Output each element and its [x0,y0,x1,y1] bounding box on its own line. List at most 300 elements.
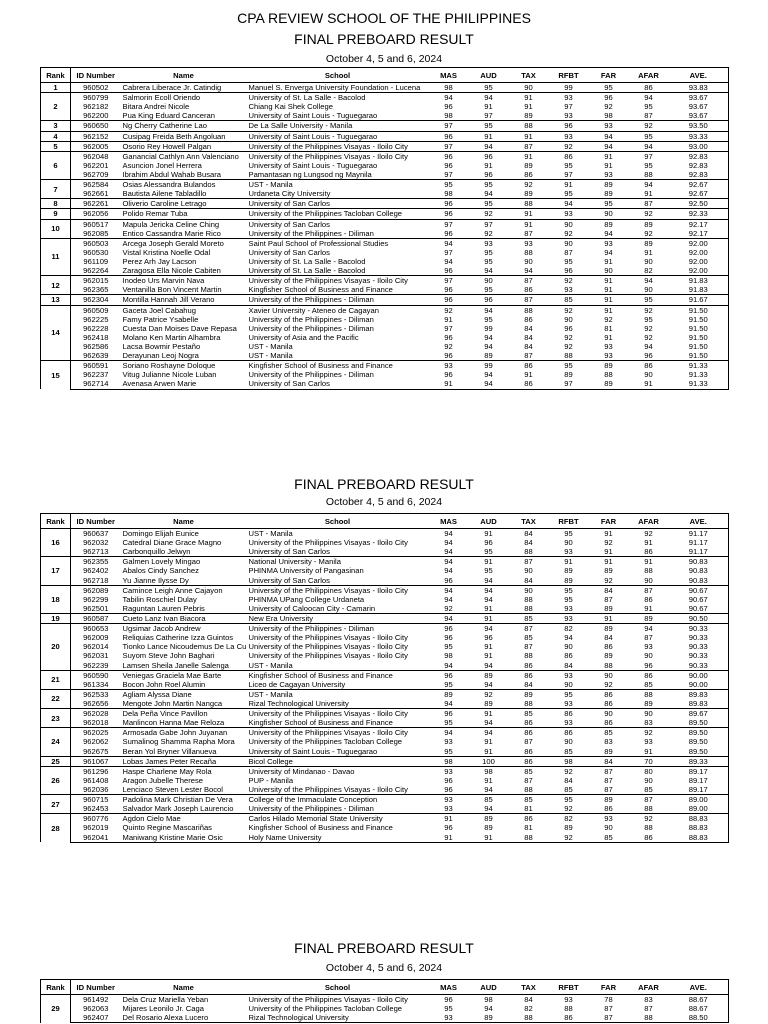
id-number-cell: 962019 [83,823,109,833]
rank-cell: 2 [41,93,71,121]
mas-cell: 92 [429,305,469,315]
mas-cell: 96 [444,370,453,380]
id-number-cell: 962402 [83,566,109,576]
name-cell: Manlincon Hanna Mae Reloza [122,718,225,728]
column-header-aud: AUD [469,514,509,529]
average-cell: 88.50 [669,1013,729,1023]
average-cell: 89.00 [669,795,729,805]
name-cell: Galmen Lovely Mingao [121,557,247,567]
name-cell: Tabilin Roschiel Dulay [122,594,197,604]
rfbt-cell: 97 [564,102,573,112]
aud-cell: 95 [484,247,493,257]
tax-cell: 86 [509,379,549,389]
mas-cell: 94 [429,728,469,738]
average-cell: 91.67 [669,295,729,305]
rank-cell: 8 [41,199,71,209]
tax-cell: 87 [509,624,549,634]
tax-cell: 89 [524,160,533,170]
aud-cell: 91 [484,642,493,652]
tax-cell: 89 [509,689,549,699]
table-row [41,728,729,738]
tax-cell: 87 [509,557,549,567]
school-cell: Kingfisher School of Business and Finance [248,718,393,728]
section-dates: October 4, 5 and 6, 2024 [325,53,443,65]
column-header-afar: AFAR [629,980,669,995]
rfbt-cell: 94 [564,633,573,643]
aud-cell: 91 [484,775,493,785]
name-cell: Carbonquillo Jelwyn [122,547,191,557]
far-cell: 86 [604,804,613,814]
mas-cell: 96 [429,709,469,719]
name-cell: Abalos Cindy Sanchez [122,566,199,576]
name-cell: Soriano Roshayne Doloque [121,361,247,371]
name-cell: Inodeo Urs Marvin Nava [121,276,247,286]
mas-cell: 96 [444,633,453,643]
afar-cell: 89 [629,219,669,229]
afar-cell: 70 [629,756,669,766]
tax-cell: 91 [509,131,549,141]
id-number-cell: 960653 [71,624,121,634]
id-number-cell: 960799 [71,93,121,103]
afar-cell: 86 [644,594,653,604]
afar-cell: 95 [629,131,669,141]
average-cell: 92.00 [669,266,729,276]
column-header-tax: TAX [509,68,549,83]
rfbt-cell: 93 [564,603,573,613]
aud-cell: 95 [469,199,509,209]
rfbt-cell: 92 [564,228,573,238]
rfbt-cell: 90 [564,538,573,548]
id-number-cell: 961492 [71,995,121,1005]
table-row [41,747,729,757]
school-cell: University of the Philippines Visayas - Iloilo City [247,585,429,595]
average-cell: 90.33 [669,651,729,660]
average-cell: 93.00 [669,141,729,151]
average-cell: 93.67 [669,93,729,103]
rank-cell: 21 [41,670,71,689]
id-number-cell: 960715 [71,795,121,805]
id-number-cell: 962032 [83,538,109,548]
rfbt-cell: 95 [564,257,573,267]
school-cell: University of Saint Louis - Tuguegarao [248,746,378,756]
column-header-mas: MAS [429,68,469,83]
rfbt-cell: 93 [564,718,573,728]
column-header-name: Name [121,68,247,83]
rank-cell: 15 [41,361,71,389]
school-cell: Carlos Hilado Memorial State University [247,814,429,824]
tax-cell: 88 [509,199,549,209]
table-row [41,342,729,351]
far-cell: 93 [589,121,629,131]
average-cell: 89.50 [669,728,729,738]
name-cell: Tionko Lance Nicoudemus De La Cu [122,642,247,652]
school-cell: Kingfisher School of Business and Finance [247,670,429,680]
school-cell: University of San Carlos [247,379,429,389]
aud-cell: 89 [484,699,493,709]
id-number-cell: 962225 [83,314,109,324]
rfbt-cell: 85 [549,295,589,305]
rfbt-cell: 90 [564,737,573,747]
column-header-rank: Rank [41,980,71,995]
tax-cell: 88 [509,305,549,315]
rank-cell: 22 [41,689,71,708]
far-cell: 81 [604,323,613,333]
id-number-cell: 962261 [71,199,121,209]
tax-cell: 87 [524,642,533,652]
id-number-cell: 962025 [71,728,121,738]
mas-cell: 95 [444,679,453,689]
far-cell: 88 [604,660,613,670]
mas-cell: 96 [429,670,469,680]
rank-cell: 20 [41,624,71,671]
tax-cell: 87 [524,351,533,361]
afar-cell: 82 [644,266,653,276]
rfbt-cell: 89 [564,823,573,833]
afar-cell: 93 [644,737,653,747]
id-number-cell: 962031 [83,651,109,661]
far-cell: 90 [604,266,613,276]
aud-cell: 89 [484,351,493,361]
school-cell: University of the Philippines - Diliman [247,624,429,634]
mas-cell: 93 [429,1013,469,1023]
school-cell: Holy Name University [247,833,429,843]
tax-cell: 91 [509,219,549,229]
mas-cell: 94 [429,93,469,103]
far-cell: 91 [589,305,629,315]
far-cell: 94 [604,228,613,238]
mas-cell: 93 [444,737,453,747]
afar-cell: 95 [644,314,653,324]
tax-cell: 89 [524,189,533,199]
name-cell: Pua King Eduard Canceran [122,111,215,121]
average-cell: 90.33 [669,642,729,651]
average-cell: 89.17 [669,766,729,776]
aud-cell: 96 [469,151,509,161]
table-row [41,651,729,660]
id-number-cell: 962009 [83,633,109,643]
afar-cell: 92 [629,121,669,131]
mas-cell: 98 [444,189,453,199]
section-dates: October 4, 5 and 6, 2024 [325,496,443,508]
mas-cell: 91 [429,833,469,843]
aud-cell: 94 [484,332,493,342]
aud-cell: 95 [484,566,493,576]
aud-cell: 90 [469,276,509,286]
name-cell: Cueto Lanz Ivan Biacora [121,613,247,623]
aud-cell: 94 [484,266,493,276]
aud-cell: 95 [484,314,493,324]
far-cell: 92 [604,575,613,585]
aud-cell: 91 [484,102,493,112]
rfbt-cell: 93 [564,699,573,709]
school-cell: Saint Paul School of Professional Studies [247,238,429,248]
rfbt-cell: 89 [564,566,573,576]
rfbt-cell: 86 [549,151,589,161]
table-row [41,141,729,151]
aud-cell: 89 [469,814,509,824]
name-cell: Haspe Charlene May Rola [121,766,247,776]
far-cell: 91 [604,285,613,295]
school-cell: University of Saint Louis - Tuguegarao [248,160,378,170]
mas-cell: 96 [444,266,453,276]
table-row [41,295,729,305]
name-cell: Reliquias Catherine Izza Guintos [122,633,234,643]
name-cell: Lobas James Peter Recaña [121,756,247,766]
id-number-cell: 962299 [83,594,109,604]
rfbt-cell: 93 [549,131,589,141]
column-header-afar: AFAR [629,514,669,529]
table-row [41,613,729,623]
far-cell: 89 [589,624,629,634]
afar-cell: 94 [629,141,669,151]
aud-cell: 89 [469,1013,509,1023]
afar-cell: 94 [629,624,669,634]
aud-cell: 94 [484,1004,493,1014]
name-cell: Bautista Ailene Tabladillo [122,189,207,199]
id-number-cell: 962239 [83,660,109,670]
aud-cell: 93 [469,238,509,248]
id-number-cell: 962089 [71,585,121,595]
far-cell: 91 [589,295,629,305]
afar-cell: 90 [644,370,653,380]
rfbt-cell: 92 [564,342,573,351]
school-cell: Liceo de Cagayan University [248,679,346,689]
mas-cell: 96 [429,624,469,634]
rfbt-cell: 92 [549,833,589,843]
aud-cell: 94 [484,594,493,604]
rfbt-cell: 93 [549,209,589,219]
school-cell: University of the Philippines Visayas - Iloilo City [248,642,408,652]
table-row [41,670,729,680]
table-row [41,285,729,295]
school-cell: University of the Philippines - Diliman [248,323,374,333]
rfbt-cell: 91 [549,180,589,190]
tax-cell: 94 [524,266,533,276]
tax-cell: 88 [524,603,533,613]
name-cell: Osorio Rey Howell Palgan [121,141,247,151]
tax-cell: 85 [509,795,549,805]
far-cell: 92 [604,102,613,112]
tax-cell: 87 [524,737,533,747]
tax-cell: 86 [524,314,533,324]
table-row [41,995,729,1005]
mas-cell: 94 [429,238,469,248]
far-cell: 78 [589,995,629,1005]
aud-cell: 91 [469,131,509,141]
id-number-cell: 962152 [71,131,121,141]
average-cell: 88.67 [669,1004,729,1013]
mas-cell: 96 [429,131,469,141]
rank-cell: 18 [41,585,71,613]
table-row [41,276,729,286]
id-number-cell: 962056 [71,209,121,219]
rfbt-cell: 92 [549,305,589,315]
average-cell: 91.50 [669,333,729,342]
far-cell: 94 [589,131,629,141]
name-cell: Ibrahim Abdul Wahab Busara [122,170,221,180]
far-cell: 86 [604,699,613,709]
table-row [41,111,729,121]
mas-cell: 94 [444,538,453,548]
school-cell: University of the Philippines - Diliman [248,228,374,238]
school-cell: Kingfisher School of Business and Finance [247,361,429,371]
results-table [40,979,729,1023]
afar-cell: 92 [629,728,669,738]
id-number-cell: 962201 [83,160,109,170]
school-cell: Bicol College [247,756,429,766]
name-cell: Beran Yol Bryner Villanueva [122,746,217,756]
mas-cell: 98 [429,83,469,93]
afar-cell: 87 [629,199,669,209]
id-number-cell: 960530 [83,247,109,257]
rank-cell: 10 [41,219,71,238]
far-cell: 94 [604,247,613,257]
tax-cell: 90 [524,566,533,576]
table-row [41,737,729,746]
tax-cell: 84 [509,995,549,1005]
aud-cell: 98 [469,995,509,1005]
rfbt-cell: 93 [549,995,589,1005]
rfbt-cell: 92 [564,332,573,342]
tax-cell: 86 [524,285,533,295]
school-title: CPA REVIEW SCHOOL OF THE PHILIPPINES [237,10,531,26]
table-row [41,776,729,785]
afar-cell: 88 [629,1013,669,1023]
id-number-cell: 962200 [83,111,109,121]
average-cell: 89.50 [669,718,729,728]
average-cell: 93.33 [669,131,729,141]
far-cell: 91 [589,613,629,623]
average-cell: 90.33 [669,661,729,671]
id-number-cell: 960587 [71,613,121,623]
name-cell: Asuncion Jonel Herrera [122,160,202,170]
table-row [41,547,729,557]
rfbt-cell: 90 [564,314,573,324]
rfbt-cell: 95 [549,585,589,595]
mas-cell: 94 [444,594,453,604]
aud-cell: 89 [469,670,509,680]
tax-cell: 86 [524,746,533,756]
mas-cell: 96 [444,823,453,833]
id-number-cell: 960503 [71,238,121,248]
name-cell: Del Rosario Alexa Lucero [121,1013,247,1023]
school-cell: University of the Philippines Tacloban College [248,1004,403,1014]
name-cell: Vistal Kristina Noelle Odal [122,247,211,257]
far-cell: 95 [589,199,629,209]
far-cell: 89 [604,603,613,613]
afar-cell: 90 [644,285,653,295]
school-cell: University of Asia and the Pacific [248,332,359,342]
id-number-cell: 961109 [83,257,109,267]
id-number-cell: 962661 [83,189,109,199]
name-cell: Yu Jianne Ilysse Dy [122,575,189,585]
afar-cell: 90 [644,257,653,267]
table-row [41,689,729,699]
id-number-cell: 962365 [83,285,109,295]
mas-cell: 96 [444,575,453,585]
tax-cell: 84 [524,575,533,585]
far-cell: 83 [604,737,613,747]
afar-cell: 88 [644,170,653,180]
name-cell: Catedral Diane Grace Magno [122,538,222,548]
afar-cell: 91 [644,189,653,199]
school-cell: University of the Philippines Visayas - Iloilo City [248,633,408,643]
table-row [41,324,729,333]
average-cell: 92.00 [669,238,729,248]
far-cell: 87 [604,775,613,785]
id-number-cell: 960517 [71,219,121,229]
table-row [41,1013,729,1023]
table-row [41,266,729,276]
afar-cell: 90 [629,709,669,719]
aud-cell: 95 [484,285,493,295]
mas-cell: 96 [444,285,453,295]
school-cell: College of the Immaculate Conception [247,795,429,805]
rfbt-cell: 94 [549,199,589,209]
tax-cell: 84 [524,538,533,548]
rfbt-cell: 96 [564,323,573,333]
aud-cell: 91 [469,833,509,843]
id-number-cell: 960509 [71,305,121,315]
tax-cell: 82 [524,1004,533,1014]
average-cell: 89.50 [669,747,729,757]
average-cell: 90.67 [669,585,729,595]
rank-cell: 13 [41,295,71,305]
average-cell: 92.83 [669,170,729,180]
mas-cell: 97 [429,141,469,151]
far-cell: 90 [604,823,613,833]
far-cell: 89 [604,566,613,576]
table-row [41,814,729,824]
results-table [40,513,729,843]
far-cell: 88 [604,370,613,380]
aud-cell: 94 [469,305,509,315]
aud-cell: 94 [469,141,509,151]
rfbt-cell: 86 [549,728,589,738]
tax-cell: 84 [509,529,549,539]
rfbt-cell: 86 [564,651,573,661]
afar-cell: 90 [644,651,653,661]
afar-cell: 88 [644,804,653,814]
average-cell: 91.83 [669,285,729,295]
tax-cell: 86 [509,670,549,680]
name-cell: Dela Cruz Mariella Yeban [121,995,247,1005]
rank-cell: 3 [41,121,71,131]
far-cell: 86 [604,642,613,652]
mas-cell: 98 [444,111,453,121]
aud-cell: 96 [484,170,493,180]
far-cell: 85 [589,833,629,843]
mas-cell: 96 [429,995,469,1005]
average-cell: 89.17 [669,785,729,795]
afar-cell: 87 [644,1004,653,1014]
id-number-cell: 960776 [71,814,121,824]
table-row [41,566,729,575]
aud-cell: 91 [484,737,493,747]
aud-cell: 97 [469,219,509,229]
rfbt-cell: 95 [564,594,573,604]
rfbt-cell: 91 [549,557,589,567]
afar-cell: 87 [629,585,669,595]
tax-cell: 88 [524,547,533,557]
school-cell: Rizal Technological University [248,699,349,709]
aud-cell: 92 [469,209,509,219]
id-number-cell: 962533 [71,689,121,699]
rfbt-cell: 92 [549,141,589,151]
aud-cell: 95 [484,547,493,557]
far-cell: 89 [589,795,629,805]
afar-cell: 87 [644,633,653,643]
